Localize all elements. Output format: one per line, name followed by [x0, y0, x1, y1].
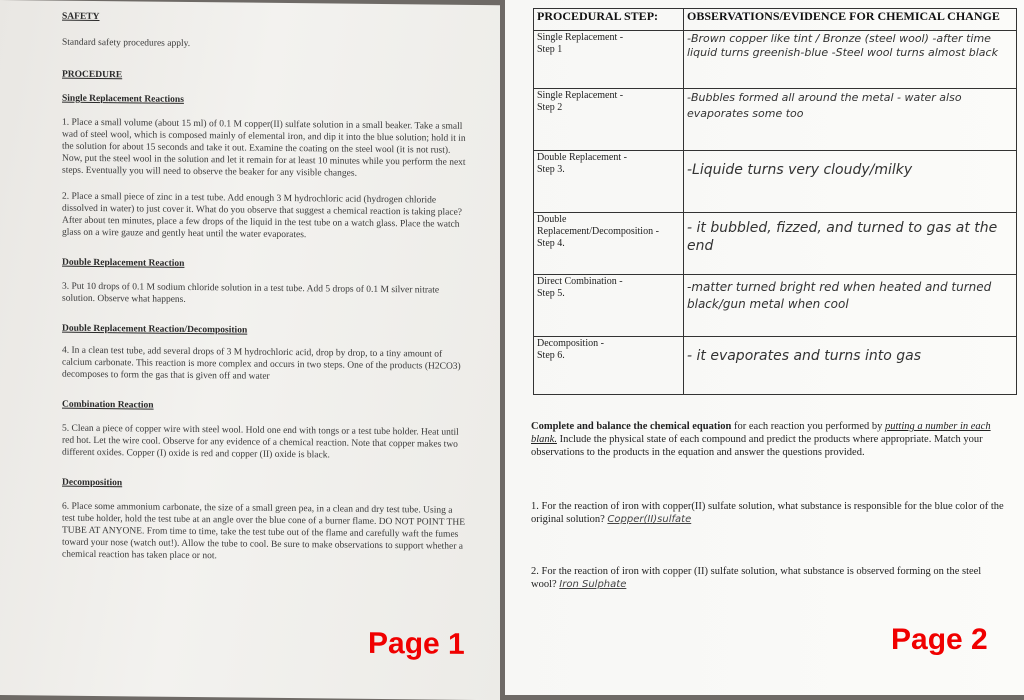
safety-text: Standard safety procedures apply. — [62, 37, 191, 49]
procedural-step-header: PROCEDURAL STEP: — [534, 9, 684, 31]
page-one — [0, 0, 500, 700]
question-1-text: 1. For the reaction of iron with copper(II) sulfate solution, what substance is responsible for the blue color of the original solution? — [531, 501, 1004, 525]
question-1-answer[interactable]: Copper(II)sulfate — [607, 514, 692, 525]
step-type: Single Replacement - — [537, 90, 624, 101]
step-type: Single Replacement - — [537, 32, 624, 43]
step-number: Step 3. — [537, 164, 565, 175]
instructions — [531, 420, 1009, 459]
observations-header: OBSERVATIONS/EVIDENCE FOR CHEMICAL CHANGE — [684, 9, 1017, 31]
safety-heading: SAFETY — [62, 11, 100, 23]
procedure-heading: PROCEDURE — [62, 69, 123, 81]
step-number: Step 4. — [537, 238, 565, 249]
question-2-answer[interactable]: Iron Sulphate — [559, 579, 627, 590]
step-type: Double Replacement - — [537, 152, 627, 163]
instructions-bold: Complete and balance the chemical equation — [531, 421, 732, 432]
table-row — [534, 337, 1017, 395]
table-row — [534, 89, 1017, 151]
procedure-item-1: 1. Place a small volume (about 15 ml) of 0.1 M copper(II) sulfate solution in a small beaker. Take a small wad of steel wool, which is composed mainly of elemental iron, and dip it into the blue solution; hold it in the solution for about 15 seconds and take it out. Examine the coating on the steel wool (it is not rust). Now, put the steel wool in the solution and let it remain for at least 10 minutes while you perform the next steps. Eventually you will need to observe the beaker for any visible changes. — [62, 117, 466, 179]
step-number: Step 1 — [537, 44, 563, 55]
table-row — [534, 31, 1017, 89]
page-one-label: Page 1 — [368, 626, 465, 661]
page-two — [505, 0, 1024, 695]
table-row — [534, 275, 1017, 337]
section-heading-double-replacement-decomposition: Double Replacement Reaction/Decomposition — [62, 323, 248, 336]
step-number: Step 2 — [537, 102, 563, 113]
section-heading-single-replacement: Single Replacement Reactions — [62, 93, 184, 105]
instructions-underline: putting a number in each blank. — [531, 421, 991, 445]
step-type: Direct Combination - — [537, 276, 623, 287]
procedure-item-5: 5. Clean a piece of copper wire with steel wool. Hold one end with tongs or a test tube holder. Heat until red hot. Let the wire cool. Observe for any evidence of a chemical reaction. Note that copper makes two different oxides. Copper (I) oxide is red and copper (II) oxide is black. — [62, 423, 459, 461]
section-heading-double-replacement: Double Replacement Reaction — [62, 257, 185, 269]
table-row — [534, 213, 1017, 275]
procedure-item-4: 4. In a clean test tube, add several drops of 3 M hydrochloric acid, drop by drop, to a tiny amount of calcium carbonate. This reaction is more complex and occurs in two steps. One of the products (H2CO3) decomposes to form the gas that is given off and water — [62, 345, 461, 382]
step-number: Step 6. — [537, 350, 565, 361]
question-1 — [531, 500, 1009, 526]
step-type: Decomposition - — [537, 338, 604, 349]
question-2 — [531, 565, 1009, 591]
section-heading-decomposition: Decomposition — [62, 477, 123, 489]
page-two-label: Page 2 — [891, 623, 988, 656]
question-2-text: 2. For the reaction of iron with copper (II) sulfate solution, what substance is observed forming on the steel wool? — [531, 566, 982, 590]
observation-cell[interactable]: -matter turned bright red when heated and turned black/gun metal when cool — [684, 275, 1017, 337]
observations-table — [533, 8, 1017, 395]
instructions-mid: for each reaction you performed by — [731, 421, 886, 432]
observation-cell[interactable]: - it evaporates and turns into gas — [684, 337, 1017, 395]
procedure-item-2: 2. Place a small piece of zinc in a test tube. Add enough 3 M hydrochloric acid (hydrogen chloride dissolved in water) to just cover it. What do you observe that suggest a chemical reaction is taking place? After about ten minutes, place a few drops of the liquid in the test tube on a watch glass. Place the watch glass on a wire gauze and gently heat until the water evaporates. — [62, 191, 463, 241]
instructions-rest: Include the physical state of each compound and predict the products where appropriate. Match your observations to the products in the equation and answer the questions provided. — [531, 434, 983, 458]
observation-cell[interactable]: -Bubbles formed all around the metal - water also evaporates some too — [684, 89, 1017, 151]
table-row — [534, 151, 1017, 213]
step-type: Double Replacement/Decomposition - — [537, 214, 659, 237]
procedure-item-6: 6. Place some ammonium carbonate, the size of a small green pea, in a clean and dry test tube. Using a test tube holder, hold the test tube at an angle over the blue cone of a burner flame. DO NOT POINT THE TUBE AT ANYONE. From time to time, take the test tube out of the flame and carefully waft the fumes toward your nose (watch out!). Allow the tube to cool. Be sure to make observations to support whether a chemical reaction has taken place or not. — [62, 501, 465, 562]
observation-cell[interactable]: - it bubbled, fizzed, and turned to gas at the end — [684, 213, 1017, 275]
observation-cell[interactable]: -Brown copper like tint / Bronze (steel wool) -after time liquid turns greenish-blue -Steel wool turns almost black — [684, 31, 1017, 89]
observation-cell[interactable]: -Liquide turns very cloudy/milky — [684, 151, 1017, 213]
section-heading-combination: Combination Reaction — [62, 399, 154, 411]
procedure-item-3: 3. Put 10 drops of 0.1 M sodium chloride solution in a test tube. Add 5 drops of 0.1 M silver nitrate solution. Observe what happens. — [62, 281, 440, 305]
step-number: Step 5. — [537, 288, 565, 299]
